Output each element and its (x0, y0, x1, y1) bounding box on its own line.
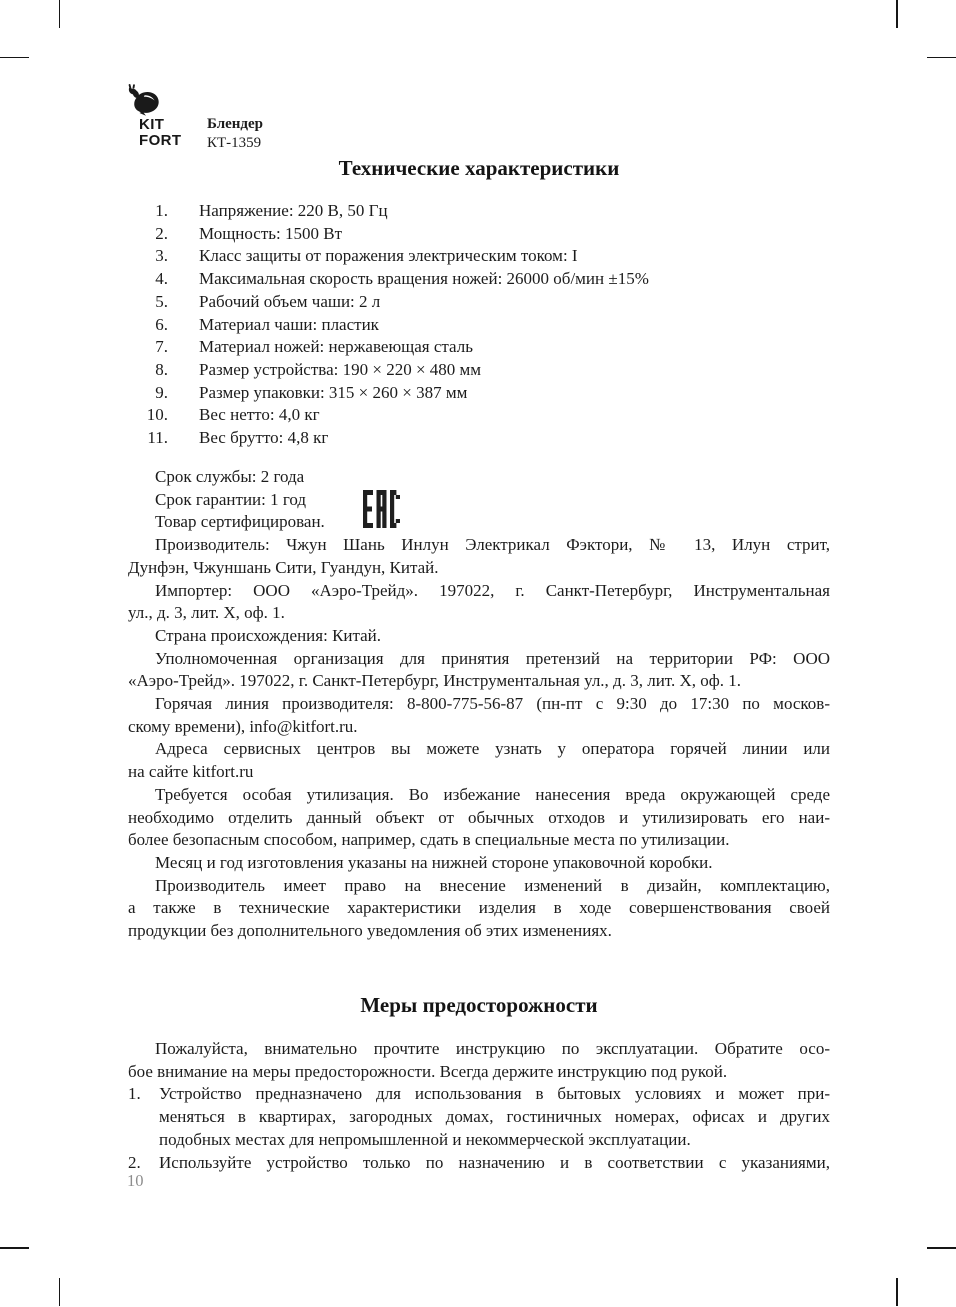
spec-item-number: 1. (155, 201, 168, 220)
text-line: Устройство предназначено для использования в бытовых условиях и может при- (159, 1084, 830, 1104)
text-line: ул., д. 3, лит. Х, оф. 1. (128, 603, 285, 623)
crop-mark-top-right-horizontal (927, 57, 956, 59)
precaution-item-lines (159, 1083, 830, 1151)
spec-list-item (128, 427, 830, 450)
cert-lines-block (128, 466, 830, 534)
precautions-intro (128, 1038, 830, 1083)
eac-certification-mark-icon (363, 490, 400, 533)
spec-list (128, 200, 830, 450)
precaution-item-2 (128, 1152, 830, 1175)
text-line: на сайте kitfort.ru (128, 762, 254, 782)
paragraph-importer (128, 580, 830, 625)
text-line: а также в технические характеристики изделия в ходе совершенствования своей (128, 898, 830, 918)
whale-plug-logo-icon (124, 84, 160, 116)
paragraph-recycling (128, 784, 830, 852)
product-type-label: Блендер (207, 116, 264, 132)
paragraph-hotline (128, 693, 830, 738)
paragraph-authorized-organization (128, 648, 830, 693)
crop-mark-top-left-horizontal (0, 57, 29, 59)
text-line: Горячая линия производителя: 8-800-775-56-87 (пн-пт с 9:30 до 17:30 по москов- (155, 694, 830, 714)
text-line: меняться в квартирах, загородных домах, гостиничных номерах, офисах и других (159, 1107, 830, 1127)
text-line: бое внимание на меры предосторожности. Всегда держите инструкцию под рукой. (128, 1061, 728, 1081)
spec-list-item (128, 359, 830, 382)
spec-item-text: Рабочий объем чаши: 2 л (199, 291, 381, 311)
spec-item-number: 2. (155, 223, 168, 243)
spec-item-number: 3. (155, 246, 168, 266)
text-line: Дунфэн, Чжуншань Сити, Гуандун, Китай. (128, 557, 439, 577)
service-info (128, 466, 830, 943)
paragraph-changes-right (128, 875, 830, 943)
crop-mark-bottom-left-horizontal (0, 1247, 29, 1249)
spec-item-number: 5. (155, 291, 168, 311)
text-line: Срок службы: 2 года (155, 467, 305, 486)
spec-item-text: Размер упаковки: 315 × 260 × 387 мм (199, 382, 468, 402)
page-number: 10 (127, 1171, 144, 1190)
crop-mark-top-left-vertical (59, 0, 61, 28)
text-line: скому времени), info@kitfort.ru. (128, 716, 358, 736)
text-line: Импортер: ООО «Аэро-Трейд». 197022, г. Санкт-Петербург, Инструментальная (155, 580, 830, 600)
brand-name (139, 117, 181, 149)
spec-list-item (128, 382, 830, 405)
precautions-section (128, 1038, 830, 1174)
precaution-item-lines (159, 1152, 830, 1175)
spec-item-text: Материал ножей: нержавеющая сталь (199, 337, 473, 357)
product-label (207, 115, 263, 152)
text-line: Пожалуйста, внимательно прочтите инструкцию по эксплуатации. Обратите осо- (155, 1039, 830, 1058)
spec-item-number: 4. (155, 269, 168, 289)
text-line: Страна происхождения: Китай. (155, 625, 382, 645)
crop-mark-bottom-right-vertical (896, 1278, 898, 1306)
spec-list-item (128, 223, 830, 246)
text-line: «Аэро-Трейд». 197022, г. Санкт-Петербург, Инструментальная ул., д. 3, лит. Х, оф. 1. (128, 671, 741, 691)
text-line: Месяц и год изготовления указаны на нижней стороне упаковочной коробки. (155, 852, 713, 872)
text-line: Используйте устройство только по назначению и в соответствии с указаниями, (159, 1152, 830, 1172)
spec-item-text: Максимальная скорость вращения ножей: 26000 об/мин ±15% (199, 269, 649, 289)
crop-mark-bottom-right-horizontal (927, 1247, 956, 1249)
spec-item-number: 6. (155, 314, 168, 334)
spec-item-text: Напряжение: 220 В, 50 Гц (199, 201, 388, 220)
spec-item-number: 7. (155, 337, 168, 357)
spec-list-item (128, 404, 830, 427)
spec-list-item (128, 245, 830, 268)
spec-item-text: Вес нетто: 4,0 кг (199, 405, 320, 425)
product-model-label: КТ-1359 (207, 134, 262, 151)
text-line: Требуется особая утилизация. Во избежание нанесения вреда окружающей среде (155, 784, 830, 804)
section-title-precautions: Меры предосторожности (360, 993, 598, 1017)
spec-item-text: Размер устройства: 190 × 220 × 480 мм (199, 359, 482, 379)
brand-name-fort: FORT (139, 132, 182, 149)
text-line: продукции без дополнительного уведомления об этих изменениях. (128, 921, 612, 941)
spec-list-item (128, 336, 830, 359)
text-line: Уполномоченная организация для принятия претензий на территории РФ: ООО (155, 648, 830, 668)
spec-item-text: Материал чаши: пластик (199, 314, 379, 334)
crop-mark-bottom-left-vertical (59, 1278, 61, 1306)
spec-item-text: Мощность: 1500 Вт (199, 223, 343, 243)
spec-item-number: 8. (155, 359, 168, 379)
spec-item-text: Вес брутто: 4,8 кг (199, 428, 329, 448)
paragraph-service-centers (128, 738, 830, 783)
spec-item-text: Класс защиты от поражения электрическим током: I (199, 246, 578, 266)
text-line: Производитель: Чжун Шань Инлун Электрикал Фэктори, № 13, Илун стрит, (155, 535, 830, 555)
paragraph-country-of-origin (128, 625, 830, 648)
crop-mark-top-right-vertical (896, 0, 898, 28)
spec-item-number: 10. (146, 405, 168, 425)
precaution-item-number: 2. (128, 1152, 141, 1172)
text-line: подобных местах для непромышленной и некоммерческой эксплуатации. (159, 1129, 691, 1149)
spec-item-number: 9. (155, 382, 168, 402)
paragraph-manufacturer (128, 534, 830, 579)
spec-item-number: 11. (147, 428, 168, 448)
text-line: более безопасным способом, например, сдать в специальные места по утилизации. (128, 830, 730, 850)
precaution-item-number: 1. (128, 1084, 141, 1104)
text-line: Срок гарантии: 1 год (155, 489, 307, 509)
brand-name-kit: KIT (139, 116, 165, 133)
text-line: Производитель имеет право на внесение изменений в дизайн, комплектацию, (155, 875, 830, 895)
spec-list-item (128, 200, 830, 223)
section-title-specs: Технические характеристики (338, 156, 620, 180)
spec-list-item (128, 291, 830, 314)
text-line: Адреса сервисных центров вы можете узнать у оператора горячей линии или (155, 739, 830, 759)
text-line: Товар сертифицирован. (155, 512, 325, 532)
precaution-item-1 (128, 1083, 830, 1151)
paragraph-production-date (128, 852, 830, 875)
spec-list-item (128, 268, 830, 291)
spec-list-item (128, 314, 830, 337)
text-line: необходимо отделить данный объект от обычных отходов и утилизировать его наи- (128, 807, 830, 827)
